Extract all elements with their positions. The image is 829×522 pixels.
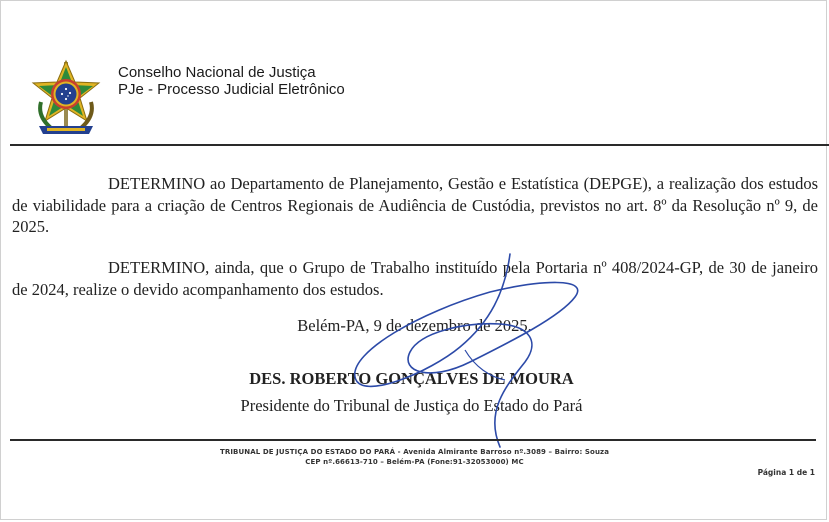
paragraph-working-group: DETERMINO, ainda, que o Grupo de Trabalho instituído pela Portaria nº 408/2024-GP, de 30 de janeiro de 2024, realize o devido acompanhamento dos estudos.	[12, 258, 818, 299]
signatory-role: Presidente do Tribunal de Justiça do Estado do Pará	[240, 396, 583, 415]
document-header	[118, 64, 345, 98]
system-name: PJe - Processo Judicial Eletrônico	[118, 81, 345, 98]
institution-name: Conselho Nacional de Justiça	[118, 64, 316, 81]
signatory-name: DES. ROBERTO GONÇALVES DE MOURA	[249, 369, 574, 388]
footer-divider	[10, 439, 816, 441]
coat-of-arms-icon	[29, 58, 103, 138]
handwritten-signature	[300, 252, 630, 452]
paragraph-depge: DETERMINO ao Departamento de Planejamento, Gestão e Estatística (DEPGE), a realização dos estudos de viabilidade para a criação de Centros Regionais de Audiência de Custódia, previstos no art. 8º da Resolução nº 9, de 2025.	[12, 174, 818, 236]
footer-contact: CEP nº.66613-710 – Belém-PA (Fone:91-32053000) MC	[305, 458, 524, 466]
page-number: Página 1 de 1	[757, 468, 815, 477]
footer-address: TRIBUNAL DE JUSTIÇA DO ESTADO DO PARÁ - Avenida Almirante Barroso nº.3089 – Bairro: Souza	[219, 448, 610, 456]
header-divider	[10, 144, 829, 146]
place-date: Belém-PA, 9 de dezembro de 2025.	[297, 316, 532, 335]
